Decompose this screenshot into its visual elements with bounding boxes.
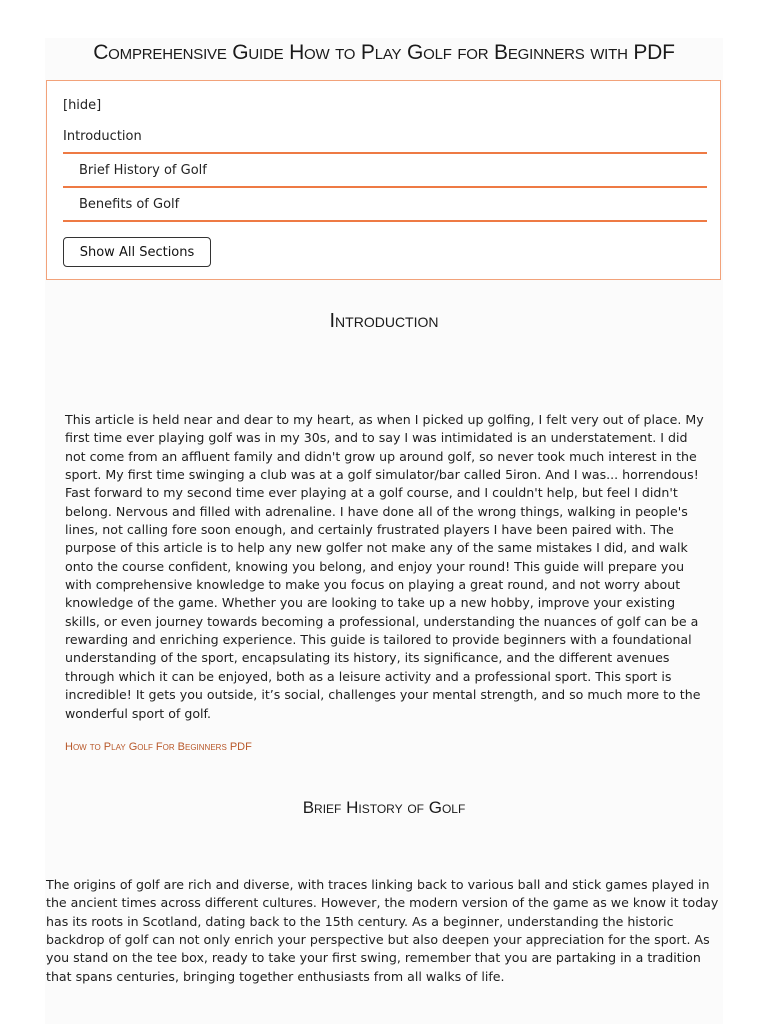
toc-item-introduction[interactable]: Introduction xyxy=(63,129,142,144)
article-page xyxy=(45,38,723,1024)
history-paragraph: The origins of golf are rich and diverse, with traces linking back to various ball and stick games played in the ancient times across different cultures. However, the modern version of the game as we know it today has its roots in Scotland, dating back to the 15th century. As a beginner, understanding the historic backdrop of golf can not only enrich your perspective but also deepen your appreciation for the sport. As you stand on the tee box, ready to take your first swing, remember that you are partaking in a tradition that spans centuries, bringing together enthusiasts from all walks of life. xyxy=(46,877,719,984)
toc-divider xyxy=(63,186,707,188)
show-all-sections-button[interactable]: Show All Sections xyxy=(63,237,211,267)
toc-item-brief-history[interactable]: Brief History of Golf xyxy=(79,163,207,178)
introduction-paragraph: This article is held near and dear to my heart, as when I picked up golfing, I felt very out of place. My first time ever playing golf was in my 30s, and to say I was intimidated is an understatement. I did not come from an affluent family and didn't grow up around golf, so never took much interest in the sport. My first time swinging a club was at a golf simulator/bar called 5iron. And I was... horrendous! Fast forward to my second time ever playing at a golf course, and I couldn't help, but feel I didn't belong. Nervous and filled with adrenaline. I have done all of the wrong things, walking in people's lines, not calling fore soon enough, and certainly frustrated players I have been paired with. The purpose of this article is to help any new golfer not make any of the same mistakes I did, and walk onto the course confident, knowing you belong, and enjoy your round! This guide will prepare you with comprehensive knowledge to make you focus on playing a great round, and not worry about knowledge of the game. Whether you are looking to take up a new hobby, improve your existing skills, or even journey towards becoming a professional, understanding the nuances of golf can be a rewarding and enriching experience. This guide is tailored to provide beginners with a foundational understanding of the sport, encapsulating its history, its significance, and the different avenues through which it can be enjoyed, both as a leisure activity and a professional sport. This sport is incredible! It gets you outside, it’s social, challenges your mental strength, and so much more to the wonderful sport of golf. xyxy=(65,412,704,721)
page-title: Comprehensive Guide How to Play Golf for Beginners with PDF xyxy=(93,41,675,64)
table-of-contents xyxy=(46,80,721,280)
toc-divider xyxy=(63,152,707,154)
introduction-heading: Introduction xyxy=(329,310,439,332)
history-heading: Brief History of Golf xyxy=(302,798,466,817)
pdf-download-link[interactable]: How to Play Golf For Beginners PDF xyxy=(65,741,252,753)
toc-divider xyxy=(63,220,707,222)
toc-hide-toggle[interactable]: [hide] xyxy=(63,98,102,113)
toc-item-benefits[interactable]: Benefits of Golf xyxy=(79,197,180,212)
